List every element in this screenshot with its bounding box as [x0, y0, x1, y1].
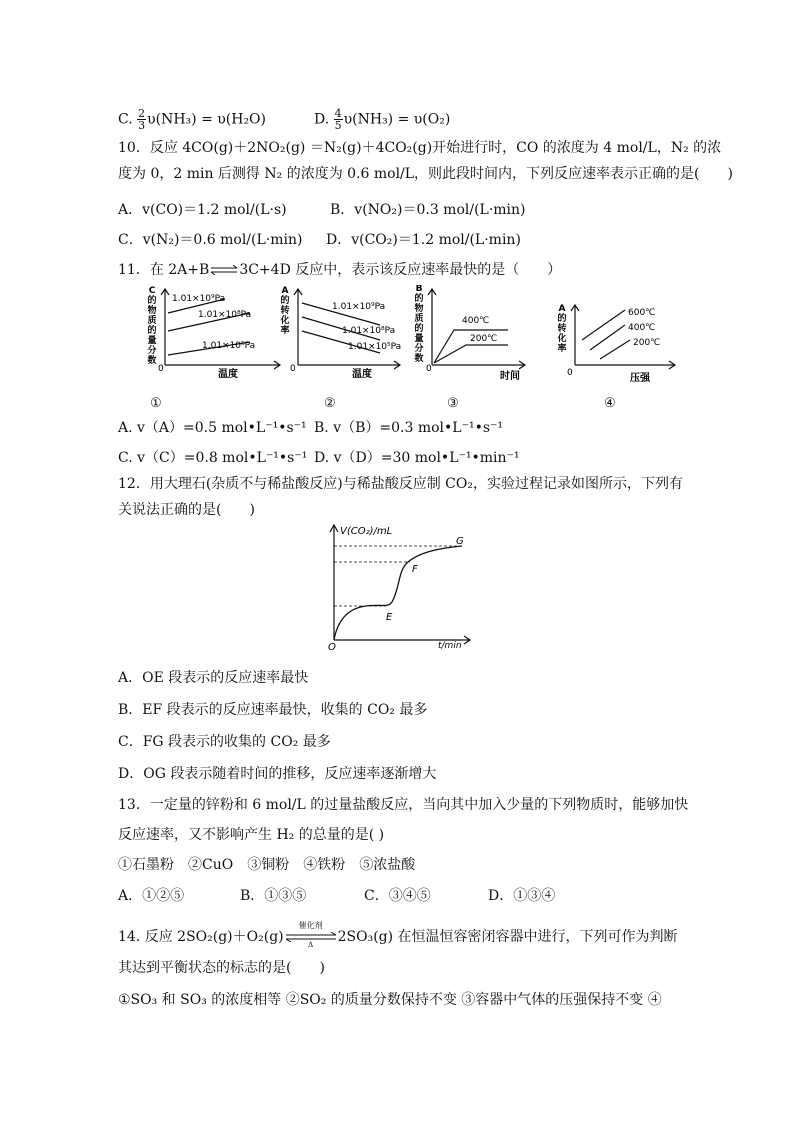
- q13-stem-line1: 13．一定量的锌粉和 6 mol/L 的过量盐酸反应，当向其中加入少量的下列物质时，能够加快: [118, 797, 689, 813]
- fraction-denominator: 5: [334, 119, 342, 132]
- q14-stem-pre: 14. 反应 2SO₂(g)＋O₂(g): [118, 929, 284, 945]
- origin-label: 0: [426, 364, 432, 374]
- y-axis-label-char: 物: [147, 306, 157, 316]
- x-axis-label: 温度: [352, 369, 372, 380]
- curve: [434, 345, 508, 363]
- curve-label: 1.01×10⁸Pa: [198, 310, 252, 320]
- y-axis-label-char: 化: [557, 334, 567, 344]
- q13-option-a: A．①②⑤: [118, 888, 185, 904]
- graph-3: [413, 285, 525, 382]
- q13-stem-line2: 反应速率，又不影响产生 H₂ 的总量的是( ): [118, 827, 385, 843]
- q10-option-d: D．v(CO₂)＝1.2 mol/(L·min): [326, 232, 521, 248]
- q11-option-b: B. v（B）=0.3 mol•L⁻¹•s⁻¹: [314, 420, 504, 436]
- y-axis-label-char: 的: [147, 326, 157, 336]
- q10-option-b: B．v(NO₂)＝0.3 mol/(L·min): [330, 202, 526, 218]
- option-expr: υ(NH₃) = υ(O₂): [343, 111, 451, 128]
- q9-option-c: [118, 108, 266, 131]
- q12-option-c: C．FG 段表示的收集的 CO₂ 最多: [118, 734, 331, 750]
- heat-label: Δ: [308, 941, 314, 949]
- q10-stem-line2: 度为 0，2 min 后测得 N₂ 的浓度为 0.6 mol/L，则此段时间内，下列反应速率表示正确的是( ): [118, 166, 733, 182]
- fraction: [137, 108, 146, 131]
- curve-label: 1.01×10⁵Pa: [202, 341, 256, 351]
- y-axis-label-char: 的: [414, 294, 424, 304]
- graph-1: [146, 286, 280, 380]
- point-f-label: F: [412, 564, 418, 575]
- x-axis-label: 时间: [500, 371, 520, 382]
- y-axis-label: [146, 286, 156, 366]
- q12-stem-line1: 12．用大理石(杂质不与稀盐酸反应)与稀盐酸反应制 CO₂，实验过程记录如图所示，下列有: [118, 476, 683, 492]
- q14-stem-line2: 其达到平衡状态的标志的是( ): [118, 960, 325, 976]
- curve-label: 400℃: [628, 323, 656, 333]
- curve-label: 600℃: [628, 308, 656, 318]
- q11-option-c: C. v（C）=0.8 mol•L⁻¹•s⁻¹: [118, 450, 308, 466]
- y-axis-label-char: 率: [280, 326, 290, 336]
- y-axis-label: V(CO₂)/mL: [340, 526, 393, 537]
- q11-option-d: D. v（D）=30 mol•L⁻¹•min⁻¹: [314, 450, 520, 466]
- option-label: D.: [314, 111, 330, 128]
- q10-option-a: A．v(CO)＝1.2 mol/(L·s): [118, 202, 287, 218]
- y-axis-label-char: A: [558, 304, 566, 314]
- q13-option-b: B．①③⑤: [240, 888, 307, 904]
- point-g-label: G: [456, 536, 464, 547]
- fraction-numerator: 4: [334, 107, 342, 120]
- option-label: C.: [118, 111, 133, 128]
- curve-label: 400℃: [462, 316, 490, 326]
- q11-stem-post: 3C+4D 反应中，表示该反应速率最快的是（ ）: [239, 262, 562, 278]
- volume-curve: [334, 546, 462, 640]
- y-axis-label-char: 的: [557, 314, 567, 324]
- fraction-numerator: 2: [138, 107, 146, 120]
- curve-label: 200℃: [470, 334, 498, 344]
- curve-label: 1.01×10⁹Pa: [172, 294, 226, 304]
- q14-stem-post: 2SO₃(g) 在恒温恒容密闭容器中进行，下列可作为判断: [337, 929, 678, 945]
- y-axis-label-char: 数: [147, 356, 157, 366]
- curve-label: 1.01×10⁵Pa: [348, 342, 402, 352]
- graph-number-4: ④: [604, 396, 616, 411]
- origin-label: 0: [290, 364, 296, 374]
- q9-option-d: [314, 108, 450, 131]
- x-axis-label: t/min: [438, 641, 462, 651]
- origin-label: 0: [158, 364, 164, 374]
- y-axis-label: [279, 286, 289, 336]
- y-axis-label-char: 量: [147, 336, 157, 346]
- q11-graphs: [130, 285, 690, 385]
- y-axis-label-char: 转: [557, 324, 567, 334]
- y-axis-label-char: 率: [557, 344, 567, 354]
- curve: [600, 340, 630, 359]
- q14-stem-line1: [118, 921, 678, 949]
- y-axis-label-char: 转: [280, 306, 290, 316]
- catalyst-arrow: [284, 921, 338, 949]
- y-axis-label-char: 物: [414, 304, 424, 314]
- curve: [582, 310, 625, 340]
- q10-option-c: C．v(N₂)＝0.6 mol/(L·min): [118, 232, 303, 248]
- fraction-denominator: 3: [138, 119, 146, 132]
- y-axis-label-char: 量: [414, 334, 424, 344]
- q11-option-a: A. v（A）=0.5 mol•L⁻¹•s⁻¹: [118, 420, 307, 436]
- point-e-label: E: [386, 612, 393, 623]
- y-axis-label-char: C: [148, 286, 156, 296]
- q12-stem-line2: 关说法正确的是( ): [118, 502, 255, 518]
- y-axis-label-char: 分: [414, 344, 424, 354]
- point-o-label: O: [328, 642, 336, 652]
- curve-label: 1.01×10⁹Pa: [332, 302, 386, 312]
- y-axis-label-char: 化: [280, 316, 290, 326]
- q14-items: ①SO₃ 和 SO₃ 的浓度相等 ②SO₂ 的质量分数保持不变 ③容器中气体的压强保持不变 ④: [118, 992, 662, 1008]
- q11-stem: [118, 260, 561, 280]
- curve-label: 200℃: [633, 338, 661, 348]
- y-axis-label-char: 质: [414, 314, 424, 324]
- y-axis-label: [413, 285, 423, 364]
- y-axis-label-char: A: [281, 286, 289, 296]
- y-axis-label-char: 分: [147, 346, 157, 356]
- curve-label: 1.01×10⁸Pa: [342, 326, 396, 336]
- equilibrium-arrow-icon: [209, 265, 239, 275]
- y-axis-label-char: 数: [414, 354, 424, 364]
- q10-stem-line1: 10．反应 4CO(g)＋2NO₂(g) ＝N₂(g)＋4CO₂(g)开始进行时，CO 的浓度为 4 mol/L，N₂ 的浓: [118, 140, 722, 156]
- graph-number-1: ①: [150, 396, 162, 411]
- graph-number-3: ③: [447, 396, 459, 411]
- x-axis-label: 压强: [630, 373, 650, 384]
- origin-label: 0: [567, 368, 573, 378]
- y-axis-label-char: B: [415, 285, 423, 294]
- q12-option-d: D．OG 段表示随着时间的推移，反应速率逐渐增大: [118, 766, 437, 782]
- graph-2: [279, 286, 401, 380]
- q12-graph: [320, 522, 480, 652]
- q12-option-b: B．EF 段表示的反应速率最快，收集的 CO₂ 最多: [118, 702, 428, 718]
- y-axis-label-char: 的: [280, 296, 290, 306]
- q13-option-d: D．①③④: [488, 888, 556, 904]
- y-axis-label-char: 质: [147, 316, 157, 326]
- y-axis-label-char: 的: [414, 324, 424, 334]
- y-axis-label: [556, 304, 566, 354]
- option-expr: υ(NH₃) = υ(H₂O): [147, 111, 266, 128]
- q11-stem-pre: 11．在 2A+B: [118, 262, 210, 278]
- graph-4: [556, 304, 675, 384]
- y-axis-label-char: 的: [147, 296, 157, 306]
- graph-number-2: ②: [324, 396, 336, 411]
- q13-items: ①石墨粉 ②CuO ③铜粉 ④铁粉 ⑤浓盐酸: [118, 857, 416, 873]
- x-axis-label: 温度: [218, 369, 238, 380]
- fraction: [334, 108, 343, 131]
- catalyst-label: 催化剂: [298, 921, 323, 930]
- q13-option-c: C．③④⑤: [364, 888, 431, 904]
- q12-option-a: A．OE 段表示的反应速率最快: [118, 670, 309, 686]
